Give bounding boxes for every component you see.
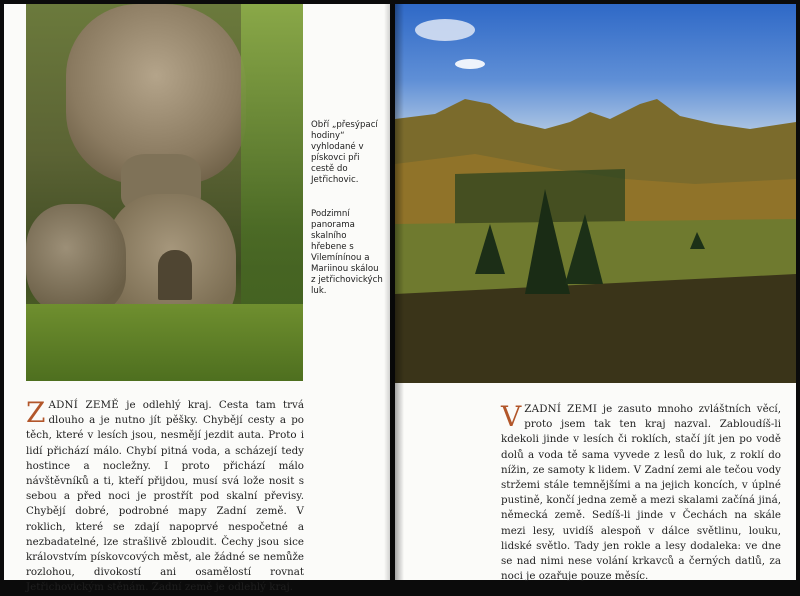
left-body-text — [26, 398, 304, 596]
book-gutter — [384, 4, 404, 580]
lead-words: ADNÍ ZEMĚ — [48, 399, 120, 411]
paragraph: je odlehlý kraj. Cesta tam trvá dlouho a je nutno jít pěšky. Chybějí cesty a po těch, které v lesích jsou, nesmějí jezdit auta. Proto i lidí přichází málo. Chybí pitná voda, a scházejí tedy hostince a nocležny. I proto přichází málo návštěvníků a ti, kteří přijdou, musí svá lože nosit s sebou a před noci je prostřít pod skalní převisy. Chybějí dobré, podrobné mapy Zadní země. V roklich, které se zdají napoprvé nespočetné a nezbadatelné, lze strašlivě zbloudit. Čechy jsou sice královstvím pískovcových měst, ale žádné se nemůže rozlohou, divokostí ani osamělostí rovnat Jetřichovickým stěnám. Zadní země je odlehlý kraj. — [26, 399, 305, 594]
right-page — [395, 4, 796, 583]
dropcap-v: V — [501, 400, 522, 433]
paragraph: je zasuto mnoho zvláštních věcí, proto jsem tak ten kraj nazval. Zabloudíš-li kdekoli jinde v lesích či roklích, stačí jít jen po vodě dolů a voda tě sama vyvede z lesů do luk, z roklí do nížin, ze samoty k lidem. V Zadní zemi ale tečou vody stržemi stále temnějšími a na jejich koncích, v úplné pustině, končí jedna země a mezi skalami začíná jiná, německá země. Sedíš-li jinde v Čechách na skále mezi lesy, uvidíš alespoň v dálce světlinu, louku, lidské světlo. Tady jen rokle a lesy dodaleka: ve dne se nad nimi nese volání krkavců a černých datlů, za noci je ozařuje pouze měsíc. — [501, 403, 781, 583]
lead-words: ZADNÍ ZEMI — [524, 403, 598, 415]
sandstone-hourglass-photo — [26, 4, 303, 381]
dropcap-z: Z — [26, 396, 46, 429]
caption-hourglass: Obří „přesýpací hodiny“ vyhlodané v pískovci při cestě do Jetřichovic. — [311, 120, 378, 185]
left-page — [4, 4, 390, 594]
caption-panorama: Podzimní panorama skalního hřebene s Vilemínínou a Mariinou skálou z jetřichovických luk. — [311, 209, 383, 296]
book-spread — [4, 4, 796, 594]
right-body-text — [501, 402, 781, 584]
ridge-silhouette — [395, 4, 796, 383]
autumn-panorama-photo — [395, 4, 796, 383]
